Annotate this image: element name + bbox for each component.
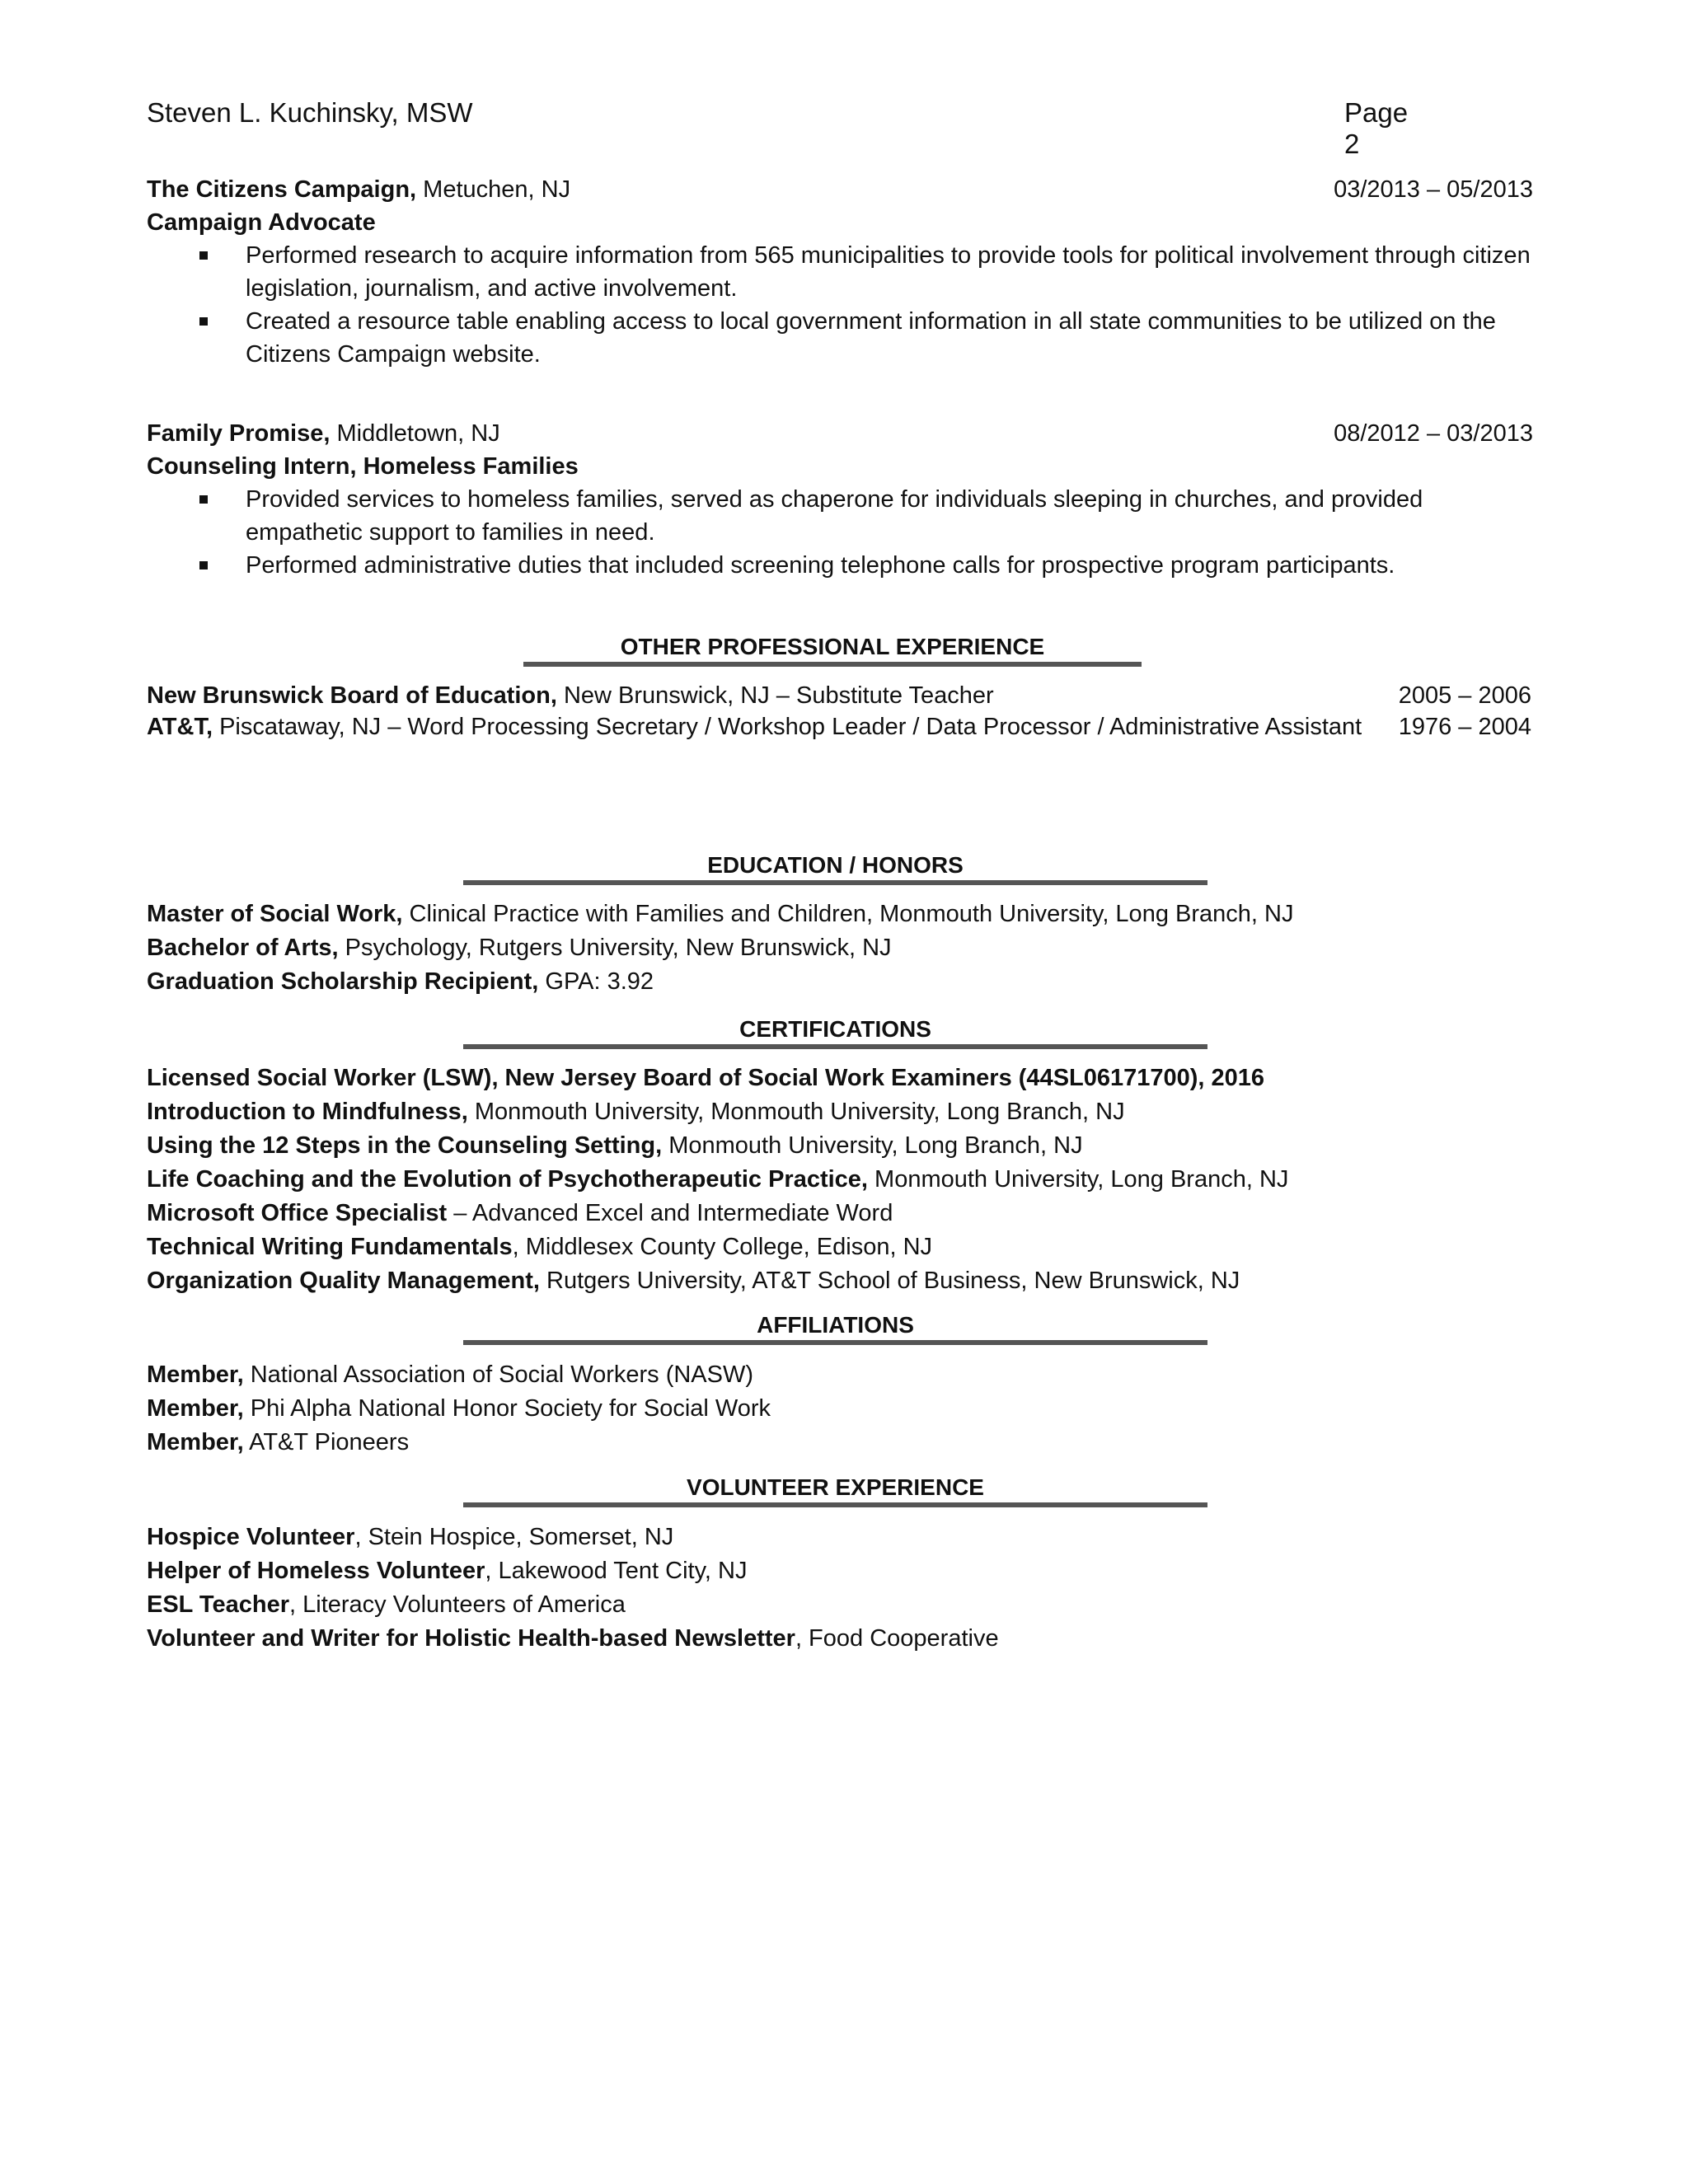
certification-detail: Monmouth University, Long Branch, NJ — [867, 1166, 1289, 1193]
certification-row — [147, 1095, 1548, 1129]
certification-detail: Rutgers University, AT&T School of Business, New Brunswick, NJ — [539, 1268, 1240, 1294]
certification-row — [147, 1062, 1548, 1095]
section-heading-affiliations: AFFILIATIONS — [463, 1310, 1207, 1345]
certification-row — [147, 1163, 1548, 1197]
affiliation-row — [147, 1426, 1548, 1460]
certification-row — [147, 1197, 1548, 1230]
job-dates: 03/2013 – 05/2013 — [1334, 176, 1533, 203]
certification-name: Technical Writing Fundamentals — [147, 1234, 513, 1260]
certification-name: Using the 12 Steps in the Counseling Setting, — [147, 1132, 663, 1159]
other-experience-row — [147, 680, 1531, 711]
other-experience-row — [147, 711, 1531, 743]
volunteer-detail: , Lakewood Tent City, NJ — [485, 1558, 748, 1584]
job-location: Middletown, NJ — [330, 420, 500, 447]
other-experience-years: 2005 – 2006 — [1398, 682, 1531, 709]
certification-row — [147, 1264, 1548, 1298]
bullet-text: Performed research to acquire information from 565 municipalities to provide tools for political involvement through citizen legislation, journalism, and active involvement. — [246, 242, 1531, 302]
bullet-square-icon — [199, 495, 208, 504]
education-degree: Master of Social Work, — [147, 901, 403, 927]
bullet-text: Created a resource table enabling access to local government information in all state communities to be utilized on the Citizens Campaign website. — [246, 308, 1496, 368]
certification-detail: – Advanced Excel and Intermediate Word — [447, 1200, 893, 1226]
other-experience-list — [147, 680, 1548, 743]
certification-name: Organization Quality Management, — [147, 1268, 540, 1294]
job-heading — [147, 417, 1533, 450]
job-entry-citizens-campaign — [147, 173, 1533, 371]
volunteer-detail: , Literacy Volunteers of America — [289, 1591, 626, 1618]
education-detail: GPA: 3.92 — [538, 968, 654, 995]
affiliations-list — [147, 1358, 1548, 1460]
certification-row — [147, 1129, 1548, 1163]
job-bullet — [147, 483, 1531, 549]
education-detail: Psychology, Rutgers University, New Brunswick, NJ — [338, 935, 892, 961]
author-name: Steven L. Kuchinsky, MSW — [147, 97, 473, 128]
job-bullet-list — [147, 239, 1533, 371]
job-location: Metuchen, NJ — [416, 176, 571, 203]
education-detail: Clinical Practice with Families and Children, Monmouth University, Long Branch, NJ — [402, 901, 1294, 927]
bullet-text: Provided services to homeless families, served as chaperone for individuals sleeping in churches, and provided empathetic support to families in need. — [246, 486, 1423, 546]
education-row — [147, 898, 1548, 931]
job-title: Counseling Intern, Homeless Families — [147, 453, 579, 480]
volunteer-role: Helper of Homeless Volunteer — [147, 1558, 485, 1584]
certification-detail: Monmouth University, Long Branch, NJ — [662, 1132, 1083, 1159]
volunteer-role: Volunteer and Writer for Holistic Health-based Newsletter — [147, 1625, 795, 1652]
affiliation-org: National Association of Social Workers (NASW) — [243, 1361, 754, 1388]
job-title: Campaign Advocate — [147, 209, 376, 236]
job-dates: 08/2012 – 03/2013 — [1334, 420, 1533, 447]
other-experience-detail: New Brunswick, NJ – Substitute Teacher — [556, 682, 994, 709]
job-bullet — [147, 305, 1531, 371]
certifications-list — [147, 1062, 1548, 1298]
affiliation-role: Member, — [147, 1395, 244, 1422]
volunteer-detail: , Food Cooperative — [795, 1625, 999, 1652]
education-row — [147, 965, 1548, 999]
page-number: Page 2 — [1344, 97, 1409, 159]
bullet-square-icon — [199, 561, 208, 569]
education-degree: Bachelor of Arts, — [147, 935, 339, 961]
section-heading-education: EDUCATION / HONORS — [463, 851, 1207, 885]
certification-row — [147, 1230, 1548, 1264]
education-row — [147, 931, 1548, 965]
affiliation-row — [147, 1358, 1548, 1392]
other-experience-years: 1976 – 2004 — [1398, 714, 1531, 740]
affiliation-role: Member, — [147, 1429, 244, 1455]
certification-detail: , Middlesex County College, Edison, NJ — [512, 1234, 933, 1260]
bullet-square-icon — [199, 251, 208, 260]
education-list — [147, 898, 1548, 999]
section-heading-certifications: CERTIFICATIONS — [463, 1015, 1207, 1049]
certification-detail: Monmouth University, Monmouth University, Long Branch, NJ — [467, 1099, 1125, 1125]
affiliation-role: Member, — [147, 1361, 244, 1388]
job-bullet-list — [147, 483, 1533, 582]
job-organization: The Citizens Campaign, — [147, 176, 417, 203]
bullet-text: Performed administrative duties that included screening telephone calls for prospective program participants. — [246, 552, 1395, 579]
certification-name: Licensed Social Worker (LSW), New Jersey Board of Social Work Examiners (44SL06171700), 2016 — [147, 1065, 1265, 1091]
page-header — [147, 97, 1424, 159]
volunteer-row — [147, 1521, 1548, 1554]
job-organization: Family Promise, — [147, 420, 331, 447]
other-experience-detail: Piscataway, NJ – Word Processing Secretary / Workshop Leader / Data Processor / Administrative Assistant — [213, 714, 1362, 740]
other-experience-org: AT&T, — [147, 714, 213, 740]
bullet-square-icon — [199, 317, 208, 326]
job-bullet — [147, 549, 1531, 582]
affiliation-org: Phi Alpha National Honor Society for Social Work — [243, 1395, 771, 1422]
volunteer-role: ESL Teacher — [147, 1591, 290, 1618]
volunteer-list — [147, 1521, 1548, 1656]
certification-name: Life Coaching and the Evolution of Psychotherapeutic Practice, — [147, 1166, 868, 1193]
job-heading — [147, 173, 1533, 206]
volunteer-row — [147, 1554, 1548, 1588]
affiliation-org: AT&T Pioneers — [243, 1429, 410, 1455]
education-degree: Graduation Scholarship Recipient, — [147, 968, 539, 995]
affiliation-row — [147, 1392, 1548, 1426]
certification-name: Microsoft Office Specialist — [147, 1200, 448, 1226]
volunteer-role: Hospice Volunteer — [147, 1524, 355, 1550]
volunteer-row — [147, 1588, 1548, 1622]
job-entry-family-promise — [147, 417, 1533, 582]
volunteer-detail: , Stein Hospice, Somerset, NJ — [354, 1524, 674, 1550]
other-experience-org: New Brunswick Board of Education, — [147, 682, 557, 709]
section-heading-other-experience: OTHER PROFESSIONAL EXPERIENCE — [523, 632, 1142, 667]
certification-name: Introduction to Mindfulness, — [147, 1099, 468, 1125]
job-bullet — [147, 239, 1531, 305]
section-heading-volunteer: VOLUNTEER EXPERIENCE — [463, 1473, 1207, 1507]
volunteer-row — [147, 1622, 1548, 1656]
